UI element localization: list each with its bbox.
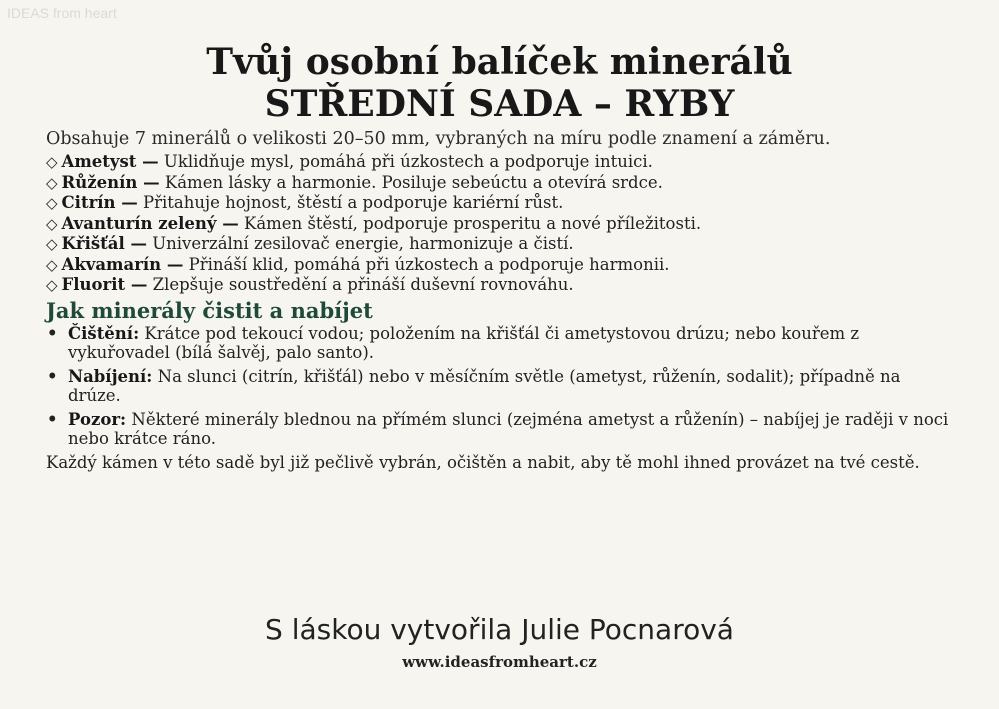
website-link[interactable]: www.ideasfromheart.cz — [402, 653, 597, 671]
care-text: Na slunci (citrín, křišťál) nebo v měsíčním světle (ametyst, růženín, sodalit); případně na drúze. — [68, 366, 901, 405]
mineral-name: Růženín — — [61, 172, 160, 192]
closing-text: Každý kámen v této sadě byl již pečlivě vybrán, očištěn a nabit, aby tě mohl ihned provázet na tvé cestě. — [46, 452, 920, 472]
watermark-logo: IDEAS from heart — [7, 5, 117, 21]
mineral-description: Univerzální zesilovač energie, harmonizuje a čistí. — [146, 234, 574, 253]
mineral-item-ametyst — [46, 152, 956, 173]
page-subtitle: STŘEDNÍ SADA – RYBY — [264, 83, 735, 125]
diamond-icon: ◇ — [46, 255, 58, 274]
care-term: Čištění: — [68, 323, 140, 343]
mineral-description: Uklidňuje mysl, pomáhá při úzkostech a podporuje intuici. — [158, 152, 653, 171]
author-signature: S láskou vytvořila Julie Pocnarová — [265, 613, 734, 646]
mineral-item-akvamarin — [46, 255, 956, 276]
care-item-warning — [46, 410, 956, 449]
care-term: Nabíjení: — [68, 366, 153, 386]
mineral-item-fluorit — [46, 275, 956, 296]
mineral-name: Ametyst — — [61, 152, 159, 171]
mineral-item-kristal — [46, 234, 956, 255]
mineral-description: Kámen lásky a harmonie. Posiluje sebeúctu a otevírá srdce. — [159, 172, 663, 192]
mineral-name: Křišťál — — [61, 234, 147, 253]
page-title: Tvůj osobní balíček minerálů — [206, 41, 793, 83]
mineral-name: Avanturín zelený — — [61, 213, 239, 233]
diamond-icon: ◇ — [46, 194, 58, 212]
mineral-name: Akvamarín — — [61, 254, 184, 274]
care-item-charging — [46, 367, 956, 406]
bullet-icon: • — [47, 366, 58, 386]
mineral-description: Zlepšuje soustředění a přináší duševní rovnováhu. — [147, 275, 574, 294]
mineral-description: Přináší klid, pomáhá při úzkostech a podporuje harmonii. — [183, 254, 670, 274]
diamond-icon: ◇ — [46, 173, 58, 192]
care-term: Pozor: — [68, 409, 127, 429]
bullet-icon: • — [47, 323, 58, 343]
diamond-icon: ◇ — [46, 276, 58, 294]
main-content — [46, 128, 956, 472]
mineral-description: Přitahuje hojnost, štěstí a podporuje kariérní růst. — [137, 193, 564, 212]
diamond-icon: ◇ — [46, 153, 58, 171]
mineral-name: Fluorit — — [61, 275, 148, 294]
care-section-heading: Jak minerály čistit a nabíjet — [46, 297, 373, 323]
minerals-list — [46, 152, 956, 296]
mineral-item-citrin — [46, 193, 956, 214]
diamond-icon: ◇ — [46, 235, 58, 253]
diamond-icon: ◇ — [46, 214, 58, 233]
mineral-item-ruzenin — [46, 173, 956, 194]
care-text: Krátce pod tekoucí vodou; položením na křišťál či ametystovou drúzu; nebo kouřem z vykuřovadel (bílá šalvěj, palo santo). — [68, 323, 860, 362]
intro-text: Obsahuje 7 minerálů o velikosti 20–50 mm, vybraných na míru podle znamení a záměru. — [46, 129, 831, 149]
care-list — [46, 324, 956, 449]
mineral-item-avanturin — [46, 214, 956, 235]
care-item-cleaning — [46, 324, 956, 363]
mineral-description: Kámen štěstí, podporuje prosperitu a nové příležitosti. — [238, 213, 702, 233]
bullet-icon: • — [47, 409, 58, 429]
care-text: Některé minerály blednou na přímém slunci (zejména ametyst a růženín) – nabíjej je raději v noci nebo krátce ráno. — [68, 409, 949, 448]
mineral-name: Citrín — — [61, 193, 138, 212]
